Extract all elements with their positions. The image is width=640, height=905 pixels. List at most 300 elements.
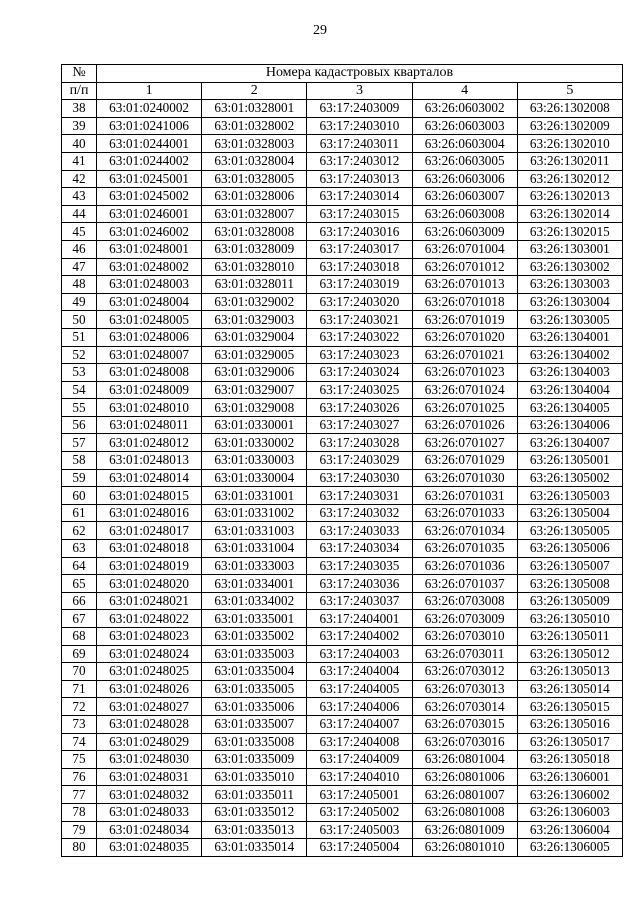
row-number: 58 (62, 452, 97, 470)
row-number: 68 (62, 628, 97, 646)
cadastral-cell-col4: 63:26:0703016 (412, 733, 517, 751)
cadastral-cell-col5: 63:26:1303005 (517, 311, 622, 329)
cadastral-cell-col3: 63:17:2405004 (307, 839, 412, 857)
table-row (62, 434, 623, 452)
cadastral-cell-col4: 63:26:0701029 (412, 452, 517, 470)
table-row (62, 452, 623, 470)
cadastral-cell-col1: 63:01:0248012 (97, 434, 202, 452)
cadastral-cell-col5: 63:26:1302010 (517, 135, 622, 153)
cadastral-cell-col4: 63:26:0701023 (412, 364, 517, 382)
table-row (62, 381, 623, 399)
table-row (62, 100, 623, 118)
cadastral-cell-col5: 63:26:1305004 (517, 504, 622, 522)
cadastral-cell-col5: 63:26:1303002 (517, 258, 622, 276)
row-number: 48 (62, 276, 97, 294)
cadastral-cell-col4: 63:26:0701035 (412, 540, 517, 558)
cadastral-cell-col3: 63:17:2403030 (307, 469, 412, 487)
cadastral-cell-col3: 63:17:2403018 (307, 258, 412, 276)
cadastral-cell-col2: 63:01:0335014 (202, 839, 307, 857)
cadastral-cell-col5: 63:26:1304002 (517, 346, 622, 364)
row-number: 78 (62, 803, 97, 821)
cadastral-cell-col2: 63:01:0328009 (202, 240, 307, 258)
cadastral-cell-col1: 63:01:0248013 (97, 452, 202, 470)
cadastral-cell-col4: 63:26:0703015 (412, 715, 517, 733)
table-row (62, 346, 623, 364)
row-number: 80 (62, 839, 97, 857)
header-num-sublabel: п/п (62, 82, 97, 100)
row-number: 42 (62, 170, 97, 188)
cadastral-cell-col2: 63:01:0335005 (202, 680, 307, 698)
cadastral-cell-col3: 63:17:2403028 (307, 434, 412, 452)
cadastral-cell-col1: 63:01:0248011 (97, 416, 202, 434)
table-row (62, 311, 623, 329)
cadastral-cell-col2: 63:01:0328008 (202, 223, 307, 241)
cadastral-cell-col1: 63:01:0244001 (97, 135, 202, 153)
table-row (62, 698, 623, 716)
row-number: 64 (62, 557, 97, 575)
cadastral-cell-col1: 63:01:0240002 (97, 100, 202, 118)
cadastral-cell-col1: 63:01:0246002 (97, 223, 202, 241)
cadastral-cell-col3: 63:17:2403012 (307, 152, 412, 170)
table-row (62, 715, 623, 733)
cadastral-cell-col1: 63:01:0248015 (97, 487, 202, 505)
header-column-3: 3 (307, 82, 412, 100)
row-number: 71 (62, 680, 97, 698)
table-row (62, 258, 623, 276)
cadastral-cell-col3: 63:17:2405001 (307, 786, 412, 804)
row-number: 53 (62, 364, 97, 382)
cadastral-cell-col4: 63:26:0701021 (412, 346, 517, 364)
cadastral-cell-col4: 63:26:0703008 (412, 592, 517, 610)
row-number: 40 (62, 135, 97, 153)
cadastral-cell-col4: 63:26:0703014 (412, 698, 517, 716)
cadastral-cell-col1: 63:01:0248008 (97, 364, 202, 382)
row-number: 45 (62, 223, 97, 241)
cadastral-cell-col2: 63:01:0328010 (202, 258, 307, 276)
cadastral-cell-col1: 63:01:0248025 (97, 663, 202, 681)
cadastral-cell-col2: 63:01:0331002 (202, 504, 307, 522)
cadastral-cell-col5: 63:26:1306001 (517, 768, 622, 786)
row-number: 54 (62, 381, 97, 399)
cadastral-cell-col4: 63:26:0701004 (412, 240, 517, 258)
cadastral-cell-col2: 63:01:0334002 (202, 592, 307, 610)
cadastral-cell-col2: 63:01:0330004 (202, 469, 307, 487)
cadastral-cell-col4: 63:26:0701034 (412, 522, 517, 540)
cadastral-cell-col2: 63:01:0329004 (202, 328, 307, 346)
table-row (62, 152, 623, 170)
row-number: 79 (62, 821, 97, 839)
table-row (62, 487, 623, 505)
cadastral-cell-col5: 63:26:1302011 (517, 152, 622, 170)
cadastral-cell-col4: 63:26:0603002 (412, 100, 517, 118)
cadastral-cell-col5: 63:26:1305003 (517, 487, 622, 505)
cadastral-cell-col4: 63:26:0603006 (412, 170, 517, 188)
row-number: 59 (62, 469, 97, 487)
cadastral-cell-col5: 63:26:1305011 (517, 628, 622, 646)
cadastral-cell-col4: 63:26:0701037 (412, 575, 517, 593)
row-number: 56 (62, 416, 97, 434)
row-number: 63 (62, 540, 97, 558)
cadastral-cell-col4: 63:26:0701018 (412, 293, 517, 311)
cadastral-cell-col1: 63:01:0248032 (97, 786, 202, 804)
cadastral-cell-col2: 63:01:0328005 (202, 170, 307, 188)
cadastral-cell-col5: 63:26:1303004 (517, 293, 622, 311)
cadastral-cell-col4: 63:26:0603009 (412, 223, 517, 241)
cadastral-cell-col1: 63:01:0244002 (97, 152, 202, 170)
row-number: 60 (62, 487, 97, 505)
table-row (62, 575, 623, 593)
cadastral-cell-col1: 63:01:0248034 (97, 821, 202, 839)
cadastral-cell-col3: 63:17:2404002 (307, 628, 412, 646)
cadastral-cell-col5: 63:26:1305006 (517, 540, 622, 558)
cadastral-cell-col4: 63:26:0701025 (412, 399, 517, 417)
cadastral-cell-col1: 63:01:0248002 (97, 258, 202, 276)
row-number: 70 (62, 663, 97, 681)
cadastral-cell-col2: 63:01:0328002 (202, 117, 307, 135)
cadastral-cell-col2: 63:01:0335008 (202, 733, 307, 751)
table-row (62, 645, 623, 663)
cadastral-cell-col4: 63:26:0703009 (412, 610, 517, 628)
cadastral-cell-col4: 63:26:0701033 (412, 504, 517, 522)
row-number: 44 (62, 205, 97, 223)
cadastral-cell-col3: 63:17:2403017 (307, 240, 412, 258)
row-number: 77 (62, 786, 97, 804)
cadastral-cell-col5: 63:26:1305015 (517, 698, 622, 716)
cadastral-cell-col4: 63:26:0701024 (412, 381, 517, 399)
cadastral-cell-col2: 63:01:0334001 (202, 575, 307, 593)
cadastral-cell-col3: 63:17:2403014 (307, 188, 412, 206)
cadastral-cell-col2: 63:01:0330001 (202, 416, 307, 434)
cadastral-cell-col4: 63:26:0801009 (412, 821, 517, 839)
header-column-4: 4 (412, 82, 517, 100)
cadastral-cell-col1: 63:01:0248016 (97, 504, 202, 522)
row-number: 65 (62, 575, 97, 593)
header-row-1 (62, 65, 623, 83)
cadastral-cell-col3: 63:17:2403022 (307, 328, 412, 346)
cadastral-cell-col2: 63:01:0335013 (202, 821, 307, 839)
table-row (62, 821, 623, 839)
cadastral-cell-col3: 63:17:2403019 (307, 276, 412, 294)
cadastral-cell-col4: 63:26:0801010 (412, 839, 517, 857)
cadastral-cell-col3: 63:17:2403034 (307, 540, 412, 558)
cadastral-cell-col2: 63:01:0329003 (202, 311, 307, 329)
cadastral-cell-col5: 63:26:1304005 (517, 399, 622, 417)
cadastral-cell-col3: 63:17:2403010 (307, 117, 412, 135)
row-number: 47 (62, 258, 97, 276)
cadastral-cell-col2: 63:01:0329007 (202, 381, 307, 399)
cadastral-cell-col1: 63:01:0248031 (97, 768, 202, 786)
cadastral-cell-col4: 63:26:0603004 (412, 135, 517, 153)
cadastral-cell-col4: 63:26:0703011 (412, 645, 517, 663)
cadastral-cell-col2: 63:01:0329006 (202, 364, 307, 382)
cadastral-cell-col2: 63:01:0328006 (202, 188, 307, 206)
cadastral-cell-col4: 63:26:0703012 (412, 663, 517, 681)
row-number: 38 (62, 100, 97, 118)
cadastral-cell-col1: 63:01:0248014 (97, 469, 202, 487)
cadastral-cell-col2: 63:01:0331001 (202, 487, 307, 505)
row-number: 46 (62, 240, 97, 258)
cadastral-cell-col4: 63:26:0603007 (412, 188, 517, 206)
cadastral-cell-col1: 63:01:0248020 (97, 575, 202, 593)
header-column-5: 5 (517, 82, 622, 100)
cadastral-cell-col5: 63:26:1302012 (517, 170, 622, 188)
cadastral-cell-col5: 63:26:1304004 (517, 381, 622, 399)
table-row (62, 751, 623, 769)
table-header (62, 65, 623, 100)
row-number: 55 (62, 399, 97, 417)
table-row (62, 328, 623, 346)
cadastral-cell-col3: 63:17:2403029 (307, 452, 412, 470)
cadastral-cell-col1: 63:01:0248001 (97, 240, 202, 258)
cadastral-cell-col5: 63:26:1305010 (517, 610, 622, 628)
row-number: 52 (62, 346, 97, 364)
header-column-1: 1 (97, 82, 202, 100)
table-row (62, 522, 623, 540)
row-number: 39 (62, 117, 97, 135)
cadastral-cell-col5: 63:26:1306003 (517, 803, 622, 821)
cadastral-cell-col3: 63:17:2403009 (307, 100, 412, 118)
cadastral-cell-col3: 63:17:2403016 (307, 223, 412, 241)
cadastral-cell-col5: 63:26:1303001 (517, 240, 622, 258)
cadastral-cell-col5: 63:26:1302013 (517, 188, 622, 206)
cadastral-cell-col1: 63:01:0248021 (97, 592, 202, 610)
cadastral-cell-col4: 63:26:0701036 (412, 557, 517, 575)
cadastral-cell-col2: 63:01:0331003 (202, 522, 307, 540)
cadastral-cell-col2: 63:01:0335004 (202, 663, 307, 681)
cadastral-cell-col3: 63:17:2404009 (307, 751, 412, 769)
cadastral-cell-col1: 63:01:0248027 (97, 698, 202, 716)
table-row (62, 610, 623, 628)
cadastral-cell-col5: 63:26:1302008 (517, 100, 622, 118)
cadastral-cell-col5: 63:26:1305018 (517, 751, 622, 769)
table-row (62, 628, 623, 646)
cadastral-cell-col2: 63:01:0331004 (202, 540, 307, 558)
cadastral-cell-col4: 63:26:0703013 (412, 680, 517, 698)
row-number: 76 (62, 768, 97, 786)
cadastral-cell-col5: 63:26:1306005 (517, 839, 622, 857)
cadastral-cell-col1: 63:01:0241006 (97, 117, 202, 135)
row-number: 43 (62, 188, 97, 206)
table-row (62, 135, 623, 153)
table-row (62, 188, 623, 206)
cadastral-cell-col2: 63:01:0335012 (202, 803, 307, 821)
cadastral-cell-col2: 63:01:0328003 (202, 135, 307, 153)
cadastral-cell-col4: 63:26:0701026 (412, 416, 517, 434)
cadastral-cell-col1: 63:01:0248018 (97, 540, 202, 558)
cadastral-cell-col2: 63:01:0335007 (202, 715, 307, 733)
cadastral-cell-col3: 63:17:2403021 (307, 311, 412, 329)
row-number: 57 (62, 434, 97, 452)
table-row (62, 205, 623, 223)
cadastral-cell-col5: 63:26:1305014 (517, 680, 622, 698)
table-row (62, 839, 623, 857)
cadastral-cell-col3: 63:17:2403026 (307, 399, 412, 417)
cadastral-cell-col3: 63:17:2405003 (307, 821, 412, 839)
cadastral-cell-col3: 63:17:2403032 (307, 504, 412, 522)
cadastral-cell-col2: 63:01:0328007 (202, 205, 307, 223)
table-row (62, 276, 623, 294)
cadastral-cell-col3: 63:17:2403025 (307, 381, 412, 399)
cadastral-cell-col1: 63:01:0248007 (97, 346, 202, 364)
cadastral-cell-col4: 63:26:0701013 (412, 276, 517, 294)
cadastral-cell-col4: 63:26:0603005 (412, 152, 517, 170)
table-row (62, 557, 623, 575)
cadastral-cell-col3: 63:17:2403031 (307, 487, 412, 505)
cadastral-cell-col5: 63:26:1304007 (517, 434, 622, 452)
cadastral-cell-col3: 63:17:2403020 (307, 293, 412, 311)
cadastral-cell-col4: 63:26:0603003 (412, 117, 517, 135)
cadastral-cell-col2: 63:01:0328001 (202, 100, 307, 118)
table-row (62, 803, 623, 821)
cadastral-cell-col1: 63:01:0248009 (97, 381, 202, 399)
cadastral-cell-col3: 63:17:2403033 (307, 522, 412, 540)
table-row (62, 364, 623, 382)
row-number: 75 (62, 751, 97, 769)
row-number: 69 (62, 645, 97, 663)
cadastral-cell-col1: 63:01:0248028 (97, 715, 202, 733)
table-row (62, 786, 623, 804)
cadastral-cell-col3: 63:17:2403037 (307, 592, 412, 610)
header-group-title: Номера кадастровых кварталов (97, 65, 623, 83)
table-row (62, 399, 623, 417)
cadastral-cell-col5: 63:26:1305008 (517, 575, 622, 593)
row-number: 49 (62, 293, 97, 311)
cadastral-cell-col3: 63:17:2404010 (307, 768, 412, 786)
cadastral-cell-col2: 63:01:0330002 (202, 434, 307, 452)
cadastral-cell-col5: 63:26:1305017 (517, 733, 622, 751)
cadastral-cell-col5: 63:26:1304003 (517, 364, 622, 382)
cadastral-cell-col3: 63:17:2405002 (307, 803, 412, 821)
cadastral-cell-col1: 63:01:0248019 (97, 557, 202, 575)
row-number: 62 (62, 522, 97, 540)
row-number: 50 (62, 311, 97, 329)
cadastral-cell-col1: 63:01:0248026 (97, 680, 202, 698)
cadastral-cell-col5: 63:26:1305005 (517, 522, 622, 540)
cadastral-cell-col4: 63:26:0701012 (412, 258, 517, 276)
cadastral-cell-col1: 63:01:0248024 (97, 645, 202, 663)
cadastral-cell-col2: 63:01:0329002 (202, 293, 307, 311)
cadastral-cell-col1: 63:01:0245002 (97, 188, 202, 206)
header-column-2: 2 (202, 82, 307, 100)
cadastral-cell-col4: 63:26:0801006 (412, 768, 517, 786)
cadastral-cell-col1: 63:01:0248003 (97, 276, 202, 294)
cadastral-cell-col5: 63:26:1305002 (517, 469, 622, 487)
cadastral-cell-col2: 63:01:0329005 (202, 346, 307, 364)
cadastral-cell-col5: 63:26:1306004 (517, 821, 622, 839)
cadastral-cell-col3: 63:17:2404008 (307, 733, 412, 751)
row-number: 67 (62, 610, 97, 628)
cadastral-cell-col4: 63:26:0801004 (412, 751, 517, 769)
cadastral-cell-col2: 63:01:0333003 (202, 557, 307, 575)
cadastral-quarters-table (61, 64, 623, 857)
cadastral-cell-col1: 63:01:0248005 (97, 311, 202, 329)
cadastral-cell-col4: 63:26:0701027 (412, 434, 517, 452)
cadastral-cell-col3: 63:17:2403011 (307, 135, 412, 153)
cadastral-cell-col3: 63:17:2403027 (307, 416, 412, 434)
table-row (62, 592, 623, 610)
cadastral-cell-col4: 63:26:0801007 (412, 786, 517, 804)
cadastral-cell-col2: 63:01:0335006 (202, 698, 307, 716)
cadastral-cell-col3: 63:17:2403015 (307, 205, 412, 223)
table-row (62, 733, 623, 751)
cadastral-cell-col1: 63:01:0248010 (97, 399, 202, 417)
cadastral-cell-col1: 63:01:0246001 (97, 205, 202, 223)
row-number: 61 (62, 504, 97, 522)
cadastral-cell-col4: 63:26:0603008 (412, 205, 517, 223)
table-row (62, 240, 623, 258)
table-row (62, 663, 623, 681)
cadastral-cell-col2: 63:01:0329008 (202, 399, 307, 417)
cadastral-cell-col1: 63:01:0248006 (97, 328, 202, 346)
page-number: 29 (313, 23, 327, 38)
table-row (62, 293, 623, 311)
cadastral-cell-col2: 63:01:0335003 (202, 645, 307, 663)
row-number: 51 (62, 328, 97, 346)
cadastral-cell-col1: 63:01:0245001 (97, 170, 202, 188)
cadastral-cell-col3: 63:17:2404001 (307, 610, 412, 628)
cadastral-cell-col3: 63:17:2403013 (307, 170, 412, 188)
row-number: 73 (62, 715, 97, 733)
cadastral-cell-col5: 63:26:1305009 (517, 592, 622, 610)
cadastral-cell-col5: 63:26:1305016 (517, 715, 622, 733)
table-row (62, 540, 623, 558)
cadastral-cell-col5: 63:26:1304001 (517, 328, 622, 346)
cadastral-cell-col5: 63:26:1302015 (517, 223, 622, 241)
cadastral-cell-col5: 63:26:1305013 (517, 663, 622, 681)
cadastral-cell-col5: 63:26:1302009 (517, 117, 622, 135)
cadastral-cell-col4: 63:26:0701020 (412, 328, 517, 346)
cadastral-cell-col5: 63:26:1303003 (517, 276, 622, 294)
cadastral-cell-col3: 63:17:2403036 (307, 575, 412, 593)
cadastral-cell-col4: 63:26:0701019 (412, 311, 517, 329)
cadastral-cell-col1: 63:01:0248029 (97, 733, 202, 751)
table-row (62, 680, 623, 698)
cadastral-cell-col2: 63:01:0335010 (202, 768, 307, 786)
cadastral-cell-col3: 63:17:2404006 (307, 698, 412, 716)
table-row (62, 117, 623, 135)
cadastral-cell-col2: 63:01:0335001 (202, 610, 307, 628)
cadastral-cell-col1: 63:01:0248030 (97, 751, 202, 769)
table-row (62, 170, 623, 188)
header-row-2 (62, 82, 623, 100)
cadastral-cell-col3: 63:17:2403023 (307, 346, 412, 364)
cadastral-cell-col5: 63:26:1305001 (517, 452, 622, 470)
cadastral-cell-col4: 63:26:0801008 (412, 803, 517, 821)
cadastral-cell-col3: 63:17:2403024 (307, 364, 412, 382)
cadastral-cell-col3: 63:17:2404004 (307, 663, 412, 681)
cadastral-cell-col1: 63:01:0248033 (97, 803, 202, 821)
cadastral-cell-col3: 63:17:2404005 (307, 680, 412, 698)
cadastral-cell-col1: 63:01:0248017 (97, 522, 202, 540)
cadastral-cell-col1: 63:01:0248035 (97, 839, 202, 857)
table-row (62, 416, 623, 434)
cadastral-cell-col1: 63:01:0248023 (97, 628, 202, 646)
cadastral-cell-col5: 63:26:1304006 (517, 416, 622, 434)
row-number: 66 (62, 592, 97, 610)
cadastral-cell-col3: 63:17:2404007 (307, 715, 412, 733)
cadastral-cell-col5: 63:26:1305012 (517, 645, 622, 663)
table-row (62, 469, 623, 487)
cadastral-cell-col4: 63:26:0701031 (412, 487, 517, 505)
table-row (62, 768, 623, 786)
cadastral-cell-col2: 63:01:0328004 (202, 152, 307, 170)
cadastral-cell-col2: 63:01:0328011 (202, 276, 307, 294)
cadastral-cell-col2: 63:01:0330003 (202, 452, 307, 470)
row-number: 41 (62, 152, 97, 170)
table-row (62, 504, 623, 522)
cadastral-cell-col2: 63:01:0335011 (202, 786, 307, 804)
cadastral-cell-col2: 63:01:0335009 (202, 751, 307, 769)
